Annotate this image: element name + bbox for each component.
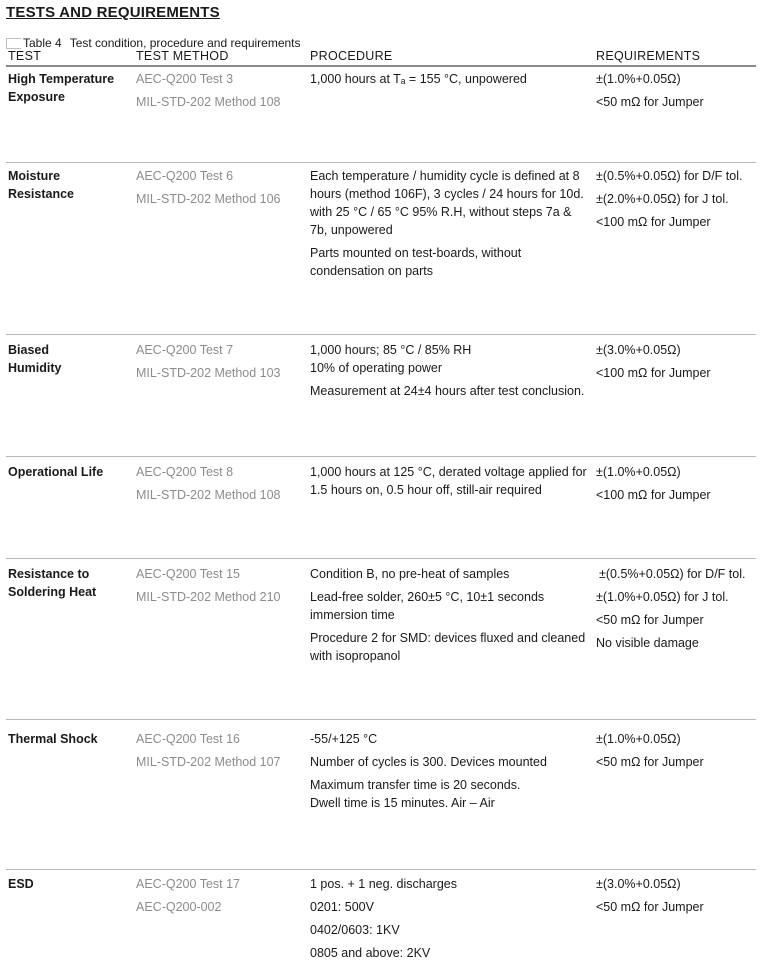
test-name-line: Biased: [8, 343, 49, 357]
table-row: [6, 167, 756, 335]
test-methods: [136, 565, 306, 611]
requirement: <50 mΩ for Jumper: [596, 755, 704, 769]
table-row: [6, 463, 756, 559]
procedure-text: -55/+125 °C: [310, 732, 378, 746]
table-row: [6, 565, 756, 720]
test-method: AEC-Q200 Test 6: [136, 169, 234, 183]
test-name-line: Moisture: [8, 169, 61, 183]
procedure-text: Number of cycles is 300. Devices mounted: [310, 755, 547, 769]
requirement: <50 mΩ for Jumper: [596, 613, 704, 627]
procedure-text: 1,000 hours; 85 °C / 85% RH: [310, 343, 472, 357]
test-name: [8, 341, 128, 377]
test-method: AEC-Q200 Test 16: [136, 732, 240, 746]
procedure-text: Procedure 2 for SMD: devices fluxed and cleaned with isopropanol: [310, 631, 586, 663]
procedure-text: 1,000 hours at 125 °C, derated voltage applied for 1.5 hours on, 0.5 hour off, still-air required: [310, 465, 587, 497]
procedure-text: Lead-free solder, 260±5 °C, 10±1 seconds immersion time: [310, 590, 545, 622]
procedure: [310, 730, 590, 817]
table-header: [6, 49, 756, 67]
test-methods: [136, 463, 306, 509]
requirement: ±(1.0%+0.05Ω): [596, 465, 681, 479]
procedure-text: Condition B, no pre-heat of samples: [310, 567, 510, 581]
table-row: [6, 341, 756, 457]
procedure-text: Maximum transfer time is 20 seconds.: [310, 778, 521, 792]
table-row: [6, 70, 756, 163]
test-methods: [136, 70, 306, 116]
requirement: <100 mΩ for Jumper: [596, 366, 711, 380]
test-name-line: Operational Life: [8, 465, 104, 479]
test-method: MIL-STD-202 Method 108: [136, 488, 281, 502]
requirement: <100 mΩ for Jumper: [596, 488, 711, 502]
header-test: TEST: [8, 49, 42, 63]
test-name-line: Resistance: [8, 187, 75, 201]
requirement: <100 mΩ for Jumper: [596, 215, 711, 229]
test-methods: [136, 875, 306, 921]
test-name: [8, 565, 128, 601]
requirements: [596, 730, 761, 776]
test-name: [8, 875, 128, 898]
requirement: ±(2.0%+0.05Ω) for J tol.: [596, 192, 729, 206]
procedure-text: 0201: 500V: [310, 900, 374, 914]
table-caption: [6, 36, 301, 50]
procedure: [310, 463, 590, 504]
test-method: AEC-Q200 Test 8: [136, 465, 234, 479]
test-name: [8, 730, 128, 753]
caption-marker-icon: [6, 38, 21, 49]
requirement: ±(3.0%+0.05Ω): [596, 343, 681, 357]
procedure-text: 0805 and above: 2KV: [310, 946, 431, 960]
procedure: [310, 167, 590, 285]
header-requirements: REQUIREMENTS: [596, 49, 701, 63]
procedure-text: 1 pos. + 1 neg. discharges: [310, 877, 457, 891]
requirements: [596, 875, 761, 921]
requirements: [596, 70, 761, 116]
test-method: AEC-Q200 Test 17: [136, 877, 240, 891]
test-method: MIL-STD-202 Method 106: [136, 192, 281, 206]
requirement: ±(0.5%+0.05Ω) for D/F tol.: [599, 567, 746, 581]
test-method: MIL-STD-202 Method 103: [136, 366, 281, 380]
test-name-line: Thermal Shock: [8, 732, 98, 746]
test-methods: [136, 730, 306, 776]
requirement: ±(1.0%+0.05Ω): [596, 72, 681, 86]
table-number: Table 4: [23, 36, 62, 50]
procedure-text: 10% of operating power: [310, 361, 443, 375]
test-name: [8, 463, 128, 486]
test-methods: [136, 341, 306, 387]
procedure-text: Each temperature / humidity cycle is defined at 8 hours (method 106F), 3 cycles / 24 hours for 10d. with 25 °C / 65 °C 95% R.H, without steps 7a & 7b, unpowered: [310, 169, 584, 237]
test-method: MIL-STD-202 Method 210: [136, 590, 281, 604]
test-method: MIL-STD-202 Method 108: [136, 95, 281, 109]
procedure: [310, 341, 590, 405]
test-name-line: Soldering Heat: [8, 585, 97, 599]
requirements: [596, 565, 761, 657]
test-method: AEC-Q200 Test 3: [136, 72, 234, 86]
test-name-line: Resistance to: [8, 567, 90, 581]
header-test-method: TEST METHOD: [136, 49, 229, 63]
procedure-text: Measurement at 24±4 hours after test conclusion.: [310, 384, 585, 398]
requirements: [596, 341, 761, 387]
procedure: [310, 565, 590, 670]
procedure-text: Parts mounted on test-boards, without condensation on parts: [310, 246, 522, 278]
requirement: ±(3.0%+0.05Ω): [596, 877, 681, 891]
requirements: [596, 167, 761, 236]
procedure: [310, 70, 590, 93]
test-method: AEC-Q200 Test 15: [136, 567, 240, 581]
test-methods: [136, 167, 306, 213]
procedure-text: 1,000 hours at Tₐ = 155 °C, unpowered: [310, 72, 527, 86]
table-row: [6, 730, 756, 870]
test-name-line: ESD: [8, 877, 34, 891]
test-name: [8, 167, 128, 203]
table-row: [6, 875, 756, 973]
test-name-line: Humidity: [8, 361, 62, 375]
requirement: <50 mΩ for Jumper: [596, 900, 704, 914]
procedure: [310, 875, 590, 967]
test-method: MIL-STD-202 Method 107: [136, 755, 281, 769]
test-name: [8, 70, 128, 106]
requirement: No visible damage: [596, 636, 699, 650]
test-name-line: Exposure: [8, 90, 65, 104]
procedure-text: 0402/0603: 1KV: [310, 923, 400, 937]
header-procedure: PROCEDURE: [310, 49, 393, 63]
requirement: <50 mΩ for Jumper: [596, 95, 704, 109]
section-title: TESTS AND REQUIREMENTS: [6, 4, 220, 21]
test-method: AEC-Q200 Test 7: [136, 343, 234, 357]
test-name-line: High Temperature: [8, 72, 115, 86]
requirement: ±(0.5%+0.05Ω) for D/F tol.: [596, 169, 743, 183]
requirement: ±(1.0%+0.05Ω) for J tol.: [596, 590, 729, 604]
procedure-text: Dwell time is 15 minutes. Air – Air: [310, 796, 495, 810]
requirement: ±(1.0%+0.05Ω): [596, 732, 681, 746]
requirements: [596, 463, 761, 509]
test-method: AEC-Q200-002: [136, 900, 222, 914]
table-caption-text: Test condition, procedure and requirements: [69, 36, 301, 50]
